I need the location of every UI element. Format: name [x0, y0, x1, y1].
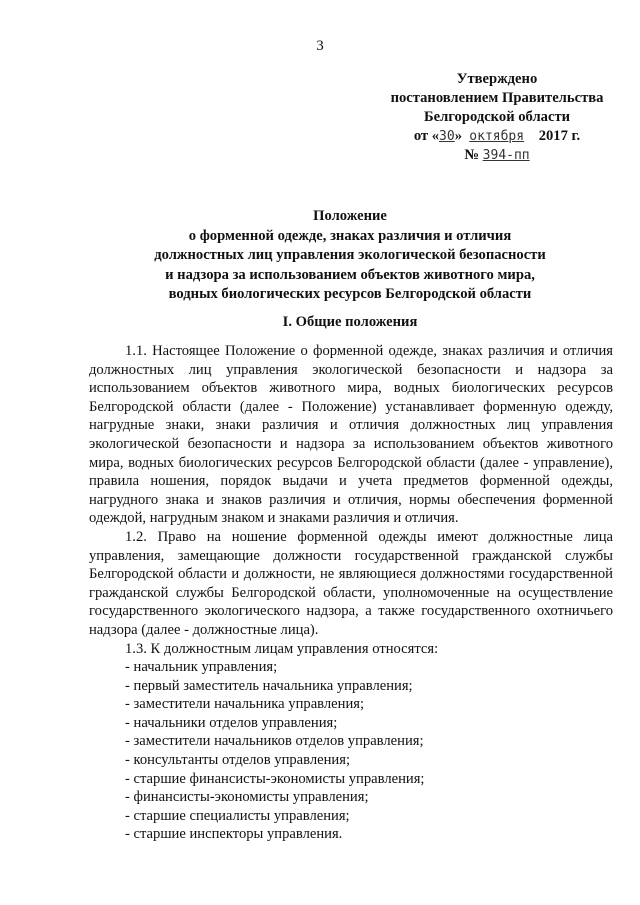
approval-stamp [372, 70, 622, 165]
list-item: - первый заместитель начальника управления; [125, 677, 413, 694]
number-prefix: № [464, 147, 480, 163]
paragraph-1-1: 1.1. Настоящее Положение о форменной одежде, знаках различия и отличия должностных лиц управления экологической безопасности и надзора за использованием объектов животного мира, водных биологических ресурсов Белгородской области (далее - Положение) устанавливает форменную одежду, нагрудные знаки, знаки различия и отличия должностных лиц управления экологической безопасности и надзора за использованием объектов животного мира, водных биологических ресурсов Белгородской области (далее - управление), правила ношения, порядок выдачи и учета предметов форменной одежды, нагрудного знака и знаков различия и отличия, нормы обеспечения форменной одеждой, нагрудным знаком и знаками различия и отличия. [89, 343, 613, 527]
section-heading: I. Общие положения [282, 314, 418, 330]
approval-label: Утверждено [456, 71, 538, 87]
approval-number: 394-пп [482, 148, 530, 163]
list-item: - финансисты-экономисты управления; [125, 789, 369, 806]
page-number: 3 [316, 38, 324, 54]
date-prefix: от « [413, 128, 440, 144]
title-line-2: о форменной одежде, знаках различия и отличия [188, 227, 512, 244]
approval-number-line [372, 146, 622, 165]
positions-list [89, 658, 613, 844]
approval-date [372, 127, 622, 146]
document-body [89, 342, 613, 844]
approval-decree: постановлением Правительства [390, 90, 604, 106]
approval-month: октября [469, 129, 525, 144]
title-line-5: водных биологических ресурсов Белгородской области [168, 286, 532, 302]
title-line-1: Положение [313, 208, 387, 224]
list-item: - консультанты отделов управления; [125, 752, 350, 769]
title-line-3: должностных лиц управления экологической безопасности [154, 247, 546, 263]
list-item: - начальники отделов управления; [125, 714, 338, 731]
approval-year: 2017 г. [538, 128, 581, 144]
list-item: - старшие специалисты управления; [125, 807, 350, 824]
document-title [60, 207, 640, 305]
approval-region: Белгородской области [423, 109, 571, 125]
title-line-4: и надзора за использованием объектов животного мира, [165, 266, 535, 283]
approval-day: 30 [439, 129, 455, 144]
list-item: - старшие инспекторы управления. [125, 826, 343, 843]
list-item: - начальник управления; [125, 659, 278, 676]
list-item: - заместители начальников отделов управления; [125, 733, 424, 750]
paragraph-1-2: 1.2. Право на ношение форменной одежды имеют должностные лица управления, замещающие должности государственной гражданской службы Белгородской области и должности, не являющиеся должностями государственной гражданской службы Белгородской области, уполномоченные на осуществление государственного экологического надзора, а также государственного охотничьего надзора (далее - должностные лица). [89, 528, 613, 638]
paragraph-1-3: 1.3. К должностным лицам управления относятся: [125, 640, 439, 657]
list-item: - заместители начальника управления; [125, 696, 365, 713]
date-mid: » [454, 128, 462, 144]
list-item: - старшие финансисты-экономисты управления; [125, 770, 425, 787]
